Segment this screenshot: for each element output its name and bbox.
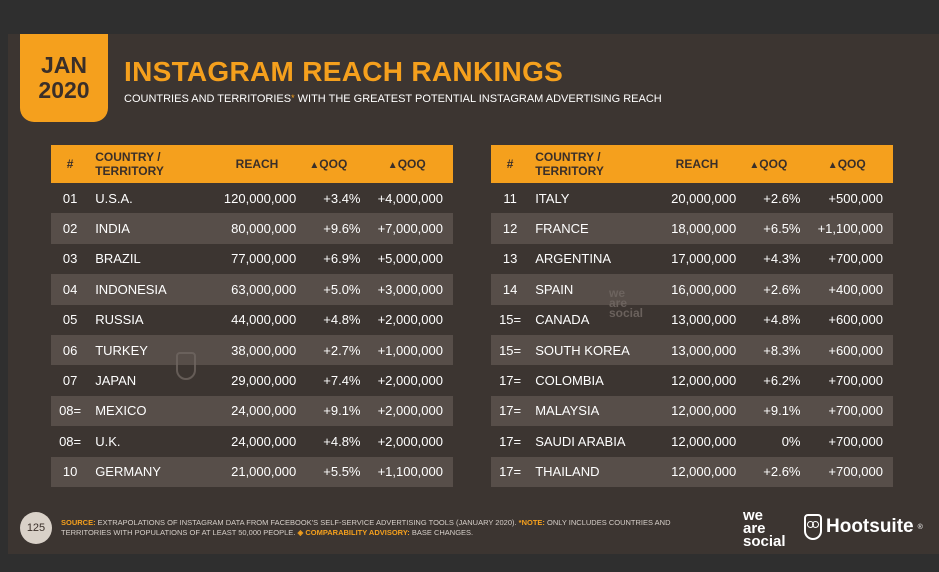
- cell-qoq-pct: +6.9%: [323, 251, 361, 267]
- cell-qoq-pct: +2.6%: [736, 274, 800, 304]
- up-triangle-icon: ▲: [749, 160, 760, 171]
- cell-qoq-pct: +2.7%: [296, 335, 360, 365]
- cell-reach: 17,000,000: [671, 251, 737, 267]
- cell-rank: 15=: [491, 335, 529, 365]
- cell-qoq-abs: +3,000,000: [361, 274, 454, 304]
- wearesocial-logo: we are social: [743, 507, 786, 550]
- cell-qoq-abs: +2,000,000: [377, 373, 443, 389]
- cell-qoq-abs: +700,000: [828, 433, 883, 449]
- cell-rank: 01: [62, 190, 78, 206]
- cell-qoq-pct: +9.1%: [296, 396, 360, 426]
- cell-rank: 14: [491, 274, 529, 304]
- cell-reach: 13,000,000: [671, 312, 737, 328]
- cell-qoq-abs: +2,000,000: [361, 396, 454, 426]
- cell-country: COLOMBIA: [535, 373, 604, 389]
- cell-country: JAPAN: [95, 373, 137, 389]
- table-row: [491, 396, 893, 426]
- cell-qoq-abs: +5,000,000: [377, 251, 443, 267]
- cell-rank: 17=: [491, 457, 529, 487]
- cell-qoq-pct: +4.3%: [763, 251, 801, 267]
- cell-qoq-abs: +700,000: [828, 373, 883, 389]
- cell-qoq-abs: +500,000: [828, 190, 883, 206]
- cell-rank: 13: [502, 251, 518, 267]
- up-triangle-icon: ▲: [387, 160, 398, 171]
- ranking-table-right: [491, 145, 893, 487]
- cell-reach: 80,000,000: [218, 213, 296, 243]
- cell-rank: 12: [491, 213, 529, 243]
- cell-qoq-abs: +700,000: [801, 457, 894, 487]
- cell-qoq-pct: +2.6%: [763, 190, 801, 206]
- subtitle-text-rest: WITH THE GREATEST POTENTIAL INSTAGRAM ADVERTISING REACH: [294, 93, 662, 105]
- cell-country: BRAZIL: [95, 251, 141, 267]
- table-row: [51, 396, 453, 426]
- cell-qoq-abs: +600,000: [828, 312, 883, 328]
- cell-reach: 24,000,000: [218, 396, 296, 426]
- ranking-table-left: [51, 145, 453, 487]
- cell-reach: 13,000,000: [658, 335, 736, 365]
- cell-reach: 18,000,000: [658, 213, 736, 243]
- hootsuite-wordmark: Hootsuite: [826, 516, 914, 537]
- table-body-left: [51, 183, 453, 487]
- table-row: [51, 213, 453, 243]
- col-header-qoq-abs: ▲QOQ: [361, 145, 454, 183]
- cell-country: U.K.: [95, 433, 121, 449]
- cell-rank: 11: [503, 190, 517, 206]
- cell-qoq-pct: +4.8%: [323, 433, 361, 449]
- table-row: [491, 244, 893, 274]
- cell-rank: 10: [51, 457, 89, 487]
- slide: [8, 34, 939, 554]
- cell-country: MALAYSIA: [529, 396, 658, 426]
- date-year: 2020: [38, 77, 90, 103]
- cell-country: GERMANY: [89, 457, 218, 487]
- cell-rank: 06: [51, 335, 89, 365]
- subtitle-text: COUNTRIES AND TERRITORIES: [124, 93, 292, 105]
- cell-rank: 15=: [499, 312, 522, 328]
- cell-rank: 05: [62, 312, 78, 328]
- cell-reach: 24,000,000: [231, 433, 297, 449]
- cell-country: U.S.A.: [95, 190, 133, 206]
- table-row: [51, 183, 453, 213]
- cell-qoq-pct: +2.6%: [736, 457, 800, 487]
- cell-qoq-abs: +2,000,000: [377, 312, 443, 328]
- cell-country: TURKEY: [89, 335, 218, 365]
- cell-reach: 29,000,000: [231, 373, 297, 389]
- cell-reach: 120,000,000: [223, 190, 297, 206]
- cell-qoq-pct: +5.0%: [296, 274, 360, 304]
- cell-qoq-pct: +4.8%: [763, 312, 801, 328]
- cell-country: INDIA: [89, 213, 218, 243]
- cell-qoq-abs: +7,000,000: [361, 213, 454, 243]
- cell-rank: 08=: [51, 396, 89, 426]
- cell-qoq-pct: +4.8%: [323, 312, 361, 328]
- hootsuite-logo: Hootsuite ®: [804, 514, 923, 540]
- table-row: [51, 457, 453, 487]
- watermark-logo: we are social: [609, 286, 644, 320]
- page-title: INSTAGRAM REACH RANKINGS: [124, 56, 564, 87]
- cell-qoq-abs: +1,000,000: [361, 335, 454, 365]
- cell-rank: 17=: [491, 396, 529, 426]
- cell-reach: 77,000,000: [231, 251, 297, 267]
- subtitle-marker: *: [291, 93, 295, 103]
- footer-source-note: SOURCE: EXTRAPOLATIONS OF INSTAGRAM DATA FROM FACEBOOK'S SELF-SERVICE ADVERTISING TOOLS (JANUARY 2020). *NOTE: ONLY INCLUDES COUNTRIES AND TERRITORIES WITH POPULATIONS OF AT LEAST 50,000 PEOPLE. ◈ COMPARABILITY ADVISORY: BASE CHANGES.: [61, 518, 671, 537]
- cell-qoq-abs: +400,000: [801, 274, 894, 304]
- col-header-country: COUNTRY / TERRITORY: [89, 145, 218, 183]
- col-header-qoq-pct: ▲QOQ: [296, 145, 360, 183]
- cell-country: ITALY: [535, 190, 570, 206]
- cell-qoq-abs: +700,000: [828, 251, 883, 267]
- col-header-qoq-abs: ▲QOQ: [801, 145, 894, 183]
- col-header-rank: #: [491, 145, 529, 183]
- cell-qoq-abs: +1,100,000: [361, 457, 454, 487]
- table-row: [51, 365, 453, 395]
- cell-reach: 20,000,000: [671, 190, 737, 206]
- date-tab: [20, 34, 108, 122]
- cell-qoq-abs: +1,100,000: [801, 213, 894, 243]
- cell-qoq-abs: +600,000: [801, 335, 894, 365]
- cell-reach: 21,000,000: [218, 457, 296, 487]
- cell-country: SAUDI ARABIA: [535, 433, 626, 449]
- cell-rank: 02: [51, 213, 89, 243]
- table-row: [491, 274, 893, 304]
- cell-country: SPAIN: [529, 274, 658, 304]
- cell-qoq-abs: +700,000: [801, 396, 894, 426]
- col-header-reach: REACH: [658, 145, 736, 183]
- cell-qoq-pct: +8.3%: [736, 335, 800, 365]
- cell-country: INDONESIA: [89, 274, 218, 304]
- cell-reach: 12,000,000: [671, 433, 737, 449]
- up-triangle-icon: ▲: [309, 160, 320, 171]
- col-header-rank: #: [51, 145, 89, 183]
- table-row: [51, 274, 453, 304]
- table-row: [51, 244, 453, 274]
- cell-qoq-pct: +5.5%: [296, 457, 360, 487]
- col-header-reach: REACH: [218, 145, 296, 183]
- date-month: JAN: [40, 52, 87, 78]
- table-row: [51, 426, 453, 456]
- cell-country: THAILAND: [529, 457, 658, 487]
- cell-qoq-pct: +9.6%: [296, 213, 360, 243]
- up-triangle-icon: ▲: [827, 160, 838, 171]
- cell-reach: 38,000,000: [218, 335, 296, 365]
- cell-qoq-pct: +7.4%: [323, 373, 361, 389]
- cell-reach: 44,000,000: [231, 312, 297, 328]
- cell-reach: 12,000,000: [658, 457, 736, 487]
- cell-rank: 17=: [499, 433, 522, 449]
- table-row: [491, 213, 893, 243]
- cell-country: MEXICO: [89, 396, 218, 426]
- cell-reach: 16,000,000: [658, 274, 736, 304]
- table-body-right: [491, 183, 893, 487]
- page-number: 125: [20, 512, 52, 544]
- cell-country: ARGENTINA: [535, 251, 612, 267]
- cell-reach: 12,000,000: [658, 396, 736, 426]
- page-subtitle: [124, 93, 662, 105]
- cell-qoq-pct: 0%: [781, 433, 801, 449]
- table-header-row: [491, 145, 893, 183]
- cell-country: SOUTH KOREA: [529, 335, 658, 365]
- table-row: [491, 305, 893, 335]
- cell-country: FRANCE: [529, 213, 658, 243]
- owl-watermark-icon: [176, 352, 196, 380]
- owl-icon: [804, 514, 822, 540]
- cell-rank: 04: [51, 274, 89, 304]
- table-row: [51, 305, 453, 335]
- cell-rank: 03: [62, 251, 78, 267]
- cell-qoq-pct: +3.4%: [323, 190, 361, 206]
- cell-qoq-pct: +9.1%: [736, 396, 800, 426]
- cell-qoq-abs: +2,000,000: [377, 433, 443, 449]
- table-row: [491, 183, 893, 213]
- table-row: [51, 335, 453, 365]
- cell-qoq-pct: +6.2%: [763, 373, 801, 389]
- col-header-qoq-pct: ▲QOQ: [736, 145, 800, 183]
- cell-qoq-pct: +6.5%: [736, 213, 800, 243]
- table-header-row: [51, 145, 453, 183]
- cell-reach: 12,000,000: [671, 373, 737, 389]
- cell-country: CANADA: [535, 312, 590, 328]
- table-row: [491, 335, 893, 365]
- cell-rank: 07: [62, 373, 78, 389]
- table-row: [491, 457, 893, 487]
- col-header-country: COUNTRY / TERRITORY: [529, 145, 658, 183]
- table-row: [491, 426, 893, 456]
- cell-reach: 63,000,000: [218, 274, 296, 304]
- table-row: [491, 365, 893, 395]
- cell-rank: 08=: [59, 433, 82, 449]
- cell-country: RUSSIA: [95, 312, 144, 328]
- cell-rank: 17=: [499, 373, 522, 389]
- cell-qoq-abs: +4,000,000: [377, 190, 443, 206]
